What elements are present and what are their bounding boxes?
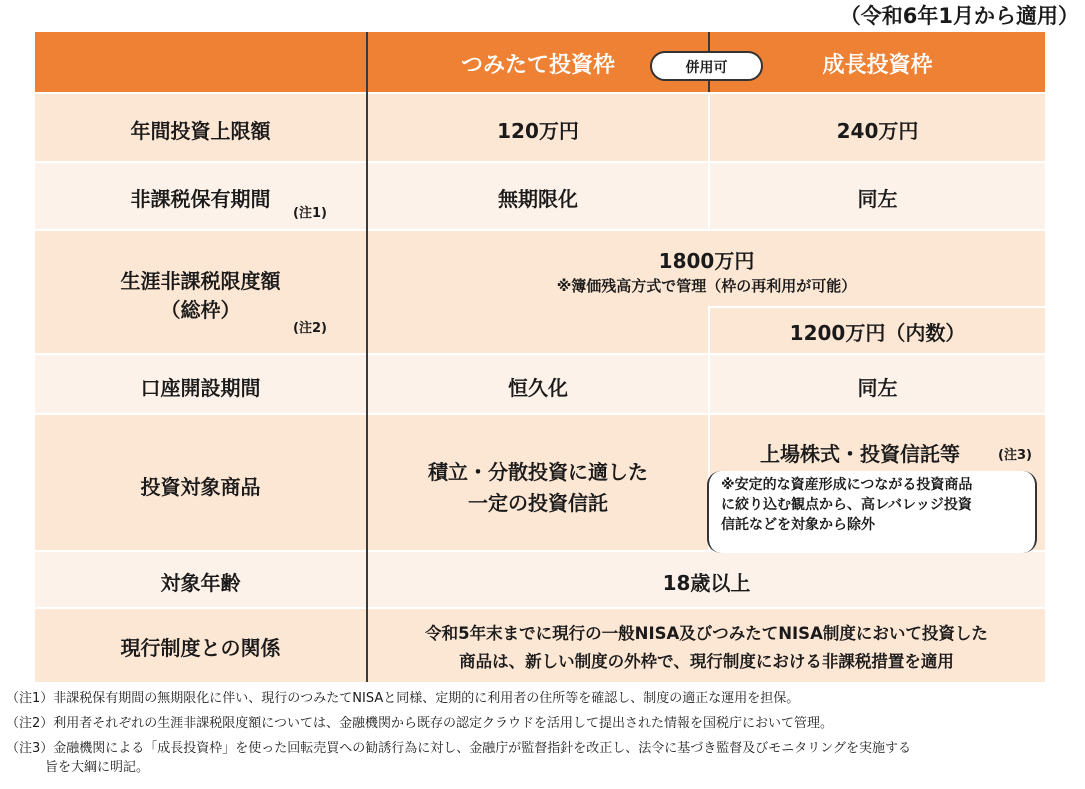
row-label-lifetime-limit-sub: （総枠） — [160, 298, 241, 322]
nisa-comparison-table — [35, 32, 1045, 682]
combinable-badge: 併用可 — [650, 51, 763, 81]
exclusion-note-line: に絞り込む観点から、高レバレッジ投資 — [721, 497, 972, 513]
footnotes — [6, 689, 1081, 783]
row-label-annual-limit: 年間投資上限額 — [130, 119, 271, 143]
row-label-lifetime-limit: 生涯非課税限度額 — [120, 269, 281, 293]
note-mark-2: (注2) — [293, 321, 327, 336]
row-divider — [35, 229, 1045, 231]
footnote-3-cont: 旨を大綱に明記。 — [6, 760, 150, 775]
relation-value-line1: 令和5年末までに現行の一般NISA及びつみたてNISA制度において投資した — [425, 624, 988, 643]
row-label-tax-free-period: 非課税保有期間 — [130, 187, 271, 211]
row-divider — [35, 413, 1045, 415]
tax-free-period-growth: 同左 — [857, 187, 898, 211]
row-divider — [35, 353, 1045, 355]
products-growth: 上場株式・投資信託等 — [760, 442, 960, 466]
row-divider — [35, 607, 1045, 609]
exclusion-note-line: 信託などを対象から除外 — [721, 517, 875, 533]
row-label-products: 投資対象商品 — [140, 475, 261, 499]
relation-value-line2: 商品は、新しい制度の外枠で、現行制度における非課税措置を適用 — [459, 652, 954, 671]
products-growth-exclusion-note — [707, 471, 1037, 553]
tax-free-period-tsumitate: 無期限化 — [498, 187, 578, 211]
header-column-divider — [708, 32, 710, 51]
annual-limit-tsumitate: 120万円 — [497, 119, 579, 143]
account-period-tsumitate: 恒久化 — [508, 376, 568, 400]
footnote-2: （注2）利用者それぞれの生涯非課税限度額については、金融機関から既存の認定クラウドを活用して提出された情報を国税庁において管理。 — [6, 716, 834, 731]
row-label-relation: 現行制度との関係 — [120, 636, 281, 660]
row-divider — [708, 306, 1045, 308]
footnote-3: （注3）金融機関による「成長投資枠」を使った回転売買への勧誘行為に対し、金融庁が監督指針を改正し、法令に基づき監督及びモニタリングを実施する — [6, 741, 912, 756]
lifetime-limit-growth: 1200万円（内数） — [789, 321, 966, 345]
age-value: 18歳以上 — [662, 571, 751, 595]
lifetime-limit-note: ※簿価残高方式で管理（枠の再利用が可能） — [556, 277, 857, 295]
annual-limit-growth: 240万円 — [836, 119, 919, 143]
row-label-account-period: 口座開設期間 — [140, 376, 261, 400]
footnote-1: （注1）非課税保有期間の無期限化に伴い、現行のつみたてNISAと同様、定期的に利用者の住所等を確認し、制度の適正な運用を担保。 — [6, 691, 800, 706]
account-period-growth: 同左 — [857, 376, 898, 400]
row-label-age: 対象年齢 — [160, 571, 241, 595]
header-growth: 成長投資枠 — [822, 53, 933, 78]
note-mark-1: (注1) — [293, 206, 327, 221]
header-tsumitate: つみたて投資枠 — [460, 53, 615, 78]
exclusion-note-line: ※安定的な資産形成につながる投資商品 — [721, 477, 973, 493]
lifetime-limit-value: 1800万円 — [658, 249, 755, 273]
products-tsumitate-line1: 積立・分散投資に適した — [428, 460, 648, 484]
effective-date-note: （令和6年1月から適用） — [839, 4, 1079, 28]
row-divider — [35, 161, 1045, 163]
row-divider — [35, 92, 1045, 94]
note-mark-3: (注3) — [998, 448, 1032, 463]
header-column-divider — [708, 81, 710, 92]
products-tsumitate-line2: 一定の投資信託 — [468, 491, 608, 515]
